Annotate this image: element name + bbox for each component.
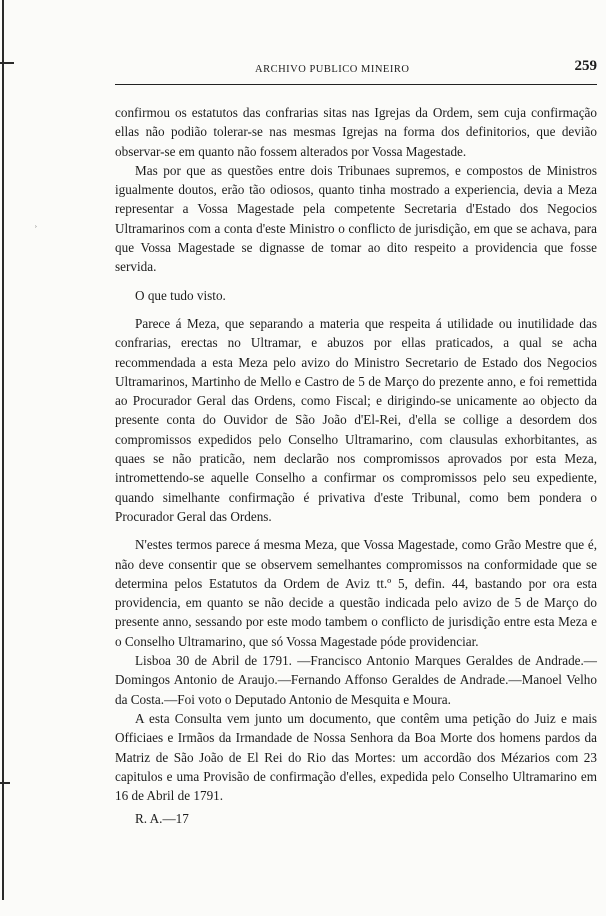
paragraph: confirmou os estatutos das confrarias sitas nas Igrejas da Ordem, sem cuja confirmação ellas não podião tolerar-se nas mesmas Igrejas na forma dos definitorios, que devião observar-se em quanto não fossem alterados por Vossa Magestade. (115, 105, 597, 159)
document-body (115, 103, 597, 829)
page-number: 259 (574, 58, 597, 74)
page-edge-tick (0, 62, 14, 64)
running-title: ARCHIVO PUBLICO MINEIRO (255, 64, 410, 75)
paragraph: Mas por que as questões entre dois Tribunaes supremos, e compostos de Ministros igualmente doutos, erão tão odiosos, quanto tinha mostrado a experiencia, devia a Meza representar a Vossa Magestade pela competente Secretaria d'Estado dos Negocios Ultramarinos com a conta d'este Ministro o conflicto de jurisdição, em que se achava, para que Vossa Magestade se dignasse de tomar ao dito respeito a providencia que fosse servida. (115, 162, 597, 275)
margin-mark: ʾ (34, 224, 38, 236)
paragraph: A esta Consulta vem junto um documento, que contêm uma petição do Juiz e mais Officiaes e Irmãos da Irmandade de Nossa Senhora da Boa Morte dos homens pardos da Matriz de São João de El Rei do Rio das Mortes: um accordão dos Mézarios com 23 capitulos e uma Provisão de confirmação d'elles, expedida pelo Conselho Ultramarino em 16 de Abril de 1791. (115, 710, 597, 804)
paragraph: Parece á Meza, que separando a materia que respeita á utilidade ou inutilidade das confrarias, erectas no Ultramar, e abuzos por ellas praticados, a qual se acha recommendada a esta Meza pelo avizo do Ministro Secretario de Estado dos Negocios Ultramarinos, Martinho de Mello e Castro de 5 de Março do prezente anno, e foi remettida ao Procurador Geral das Ordens, como Fiscal; e dirigindo-se unicamente ao objecto da presente conta do Ouvidor de São João d'El-Rei, d'ella se collige a desordem dos compromissos expedidos pelo Conselho Ultramarino, com clausulas exhorbitantes, as quaes se não praticão, nem declarão nos compromissos aprovados por esta Meza, intromettendo-se aquelle Conselho a confirmar os compromissos pelo seu expediente, quando simelhante confirmação é privativa d'este Tribunal, como bem pondera o Procurador Geral das Ordens. (115, 315, 597, 524)
paragraph: O que tudo visto. (135, 287, 226, 303)
page-edge-line (2, 0, 4, 900)
page-header (115, 58, 597, 80)
paragraph: N'estes termos parece á mesma Meza, que Vossa Magestade, como Grão Mestre que é, não deve consentir que se observem semelhantes compromissos na conformidade que se determina pelos Estatutos da Ordem de Aviz tt.º 5, defin. 44, bastando por ora esta providencia, em quanto se não decide a questão indicada pelo avizo de 5 de Março do presente anno, sessando por este modo tambem o conflicto de jurisdição entre esta Meza e o Conselho Ultramarino, que só Vossa Magestade póde providenciar. (115, 537, 597, 649)
page-edge-tick (0, 782, 10, 784)
header-rule (115, 84, 597, 85)
paragraph: Lisboa 30 de Abril de 1791. —Francisco Antonio Marques Geraldes de Andrade.—Domingos Antonio de Araujo.—Fernando Affonso Geraldes de Andrade.—Manoel Velho da Costa.—Foi voto o Deputado Antonio de Mesquita e Moura. (115, 653, 597, 707)
footer-signature: R. A.—17 (135, 811, 189, 827)
